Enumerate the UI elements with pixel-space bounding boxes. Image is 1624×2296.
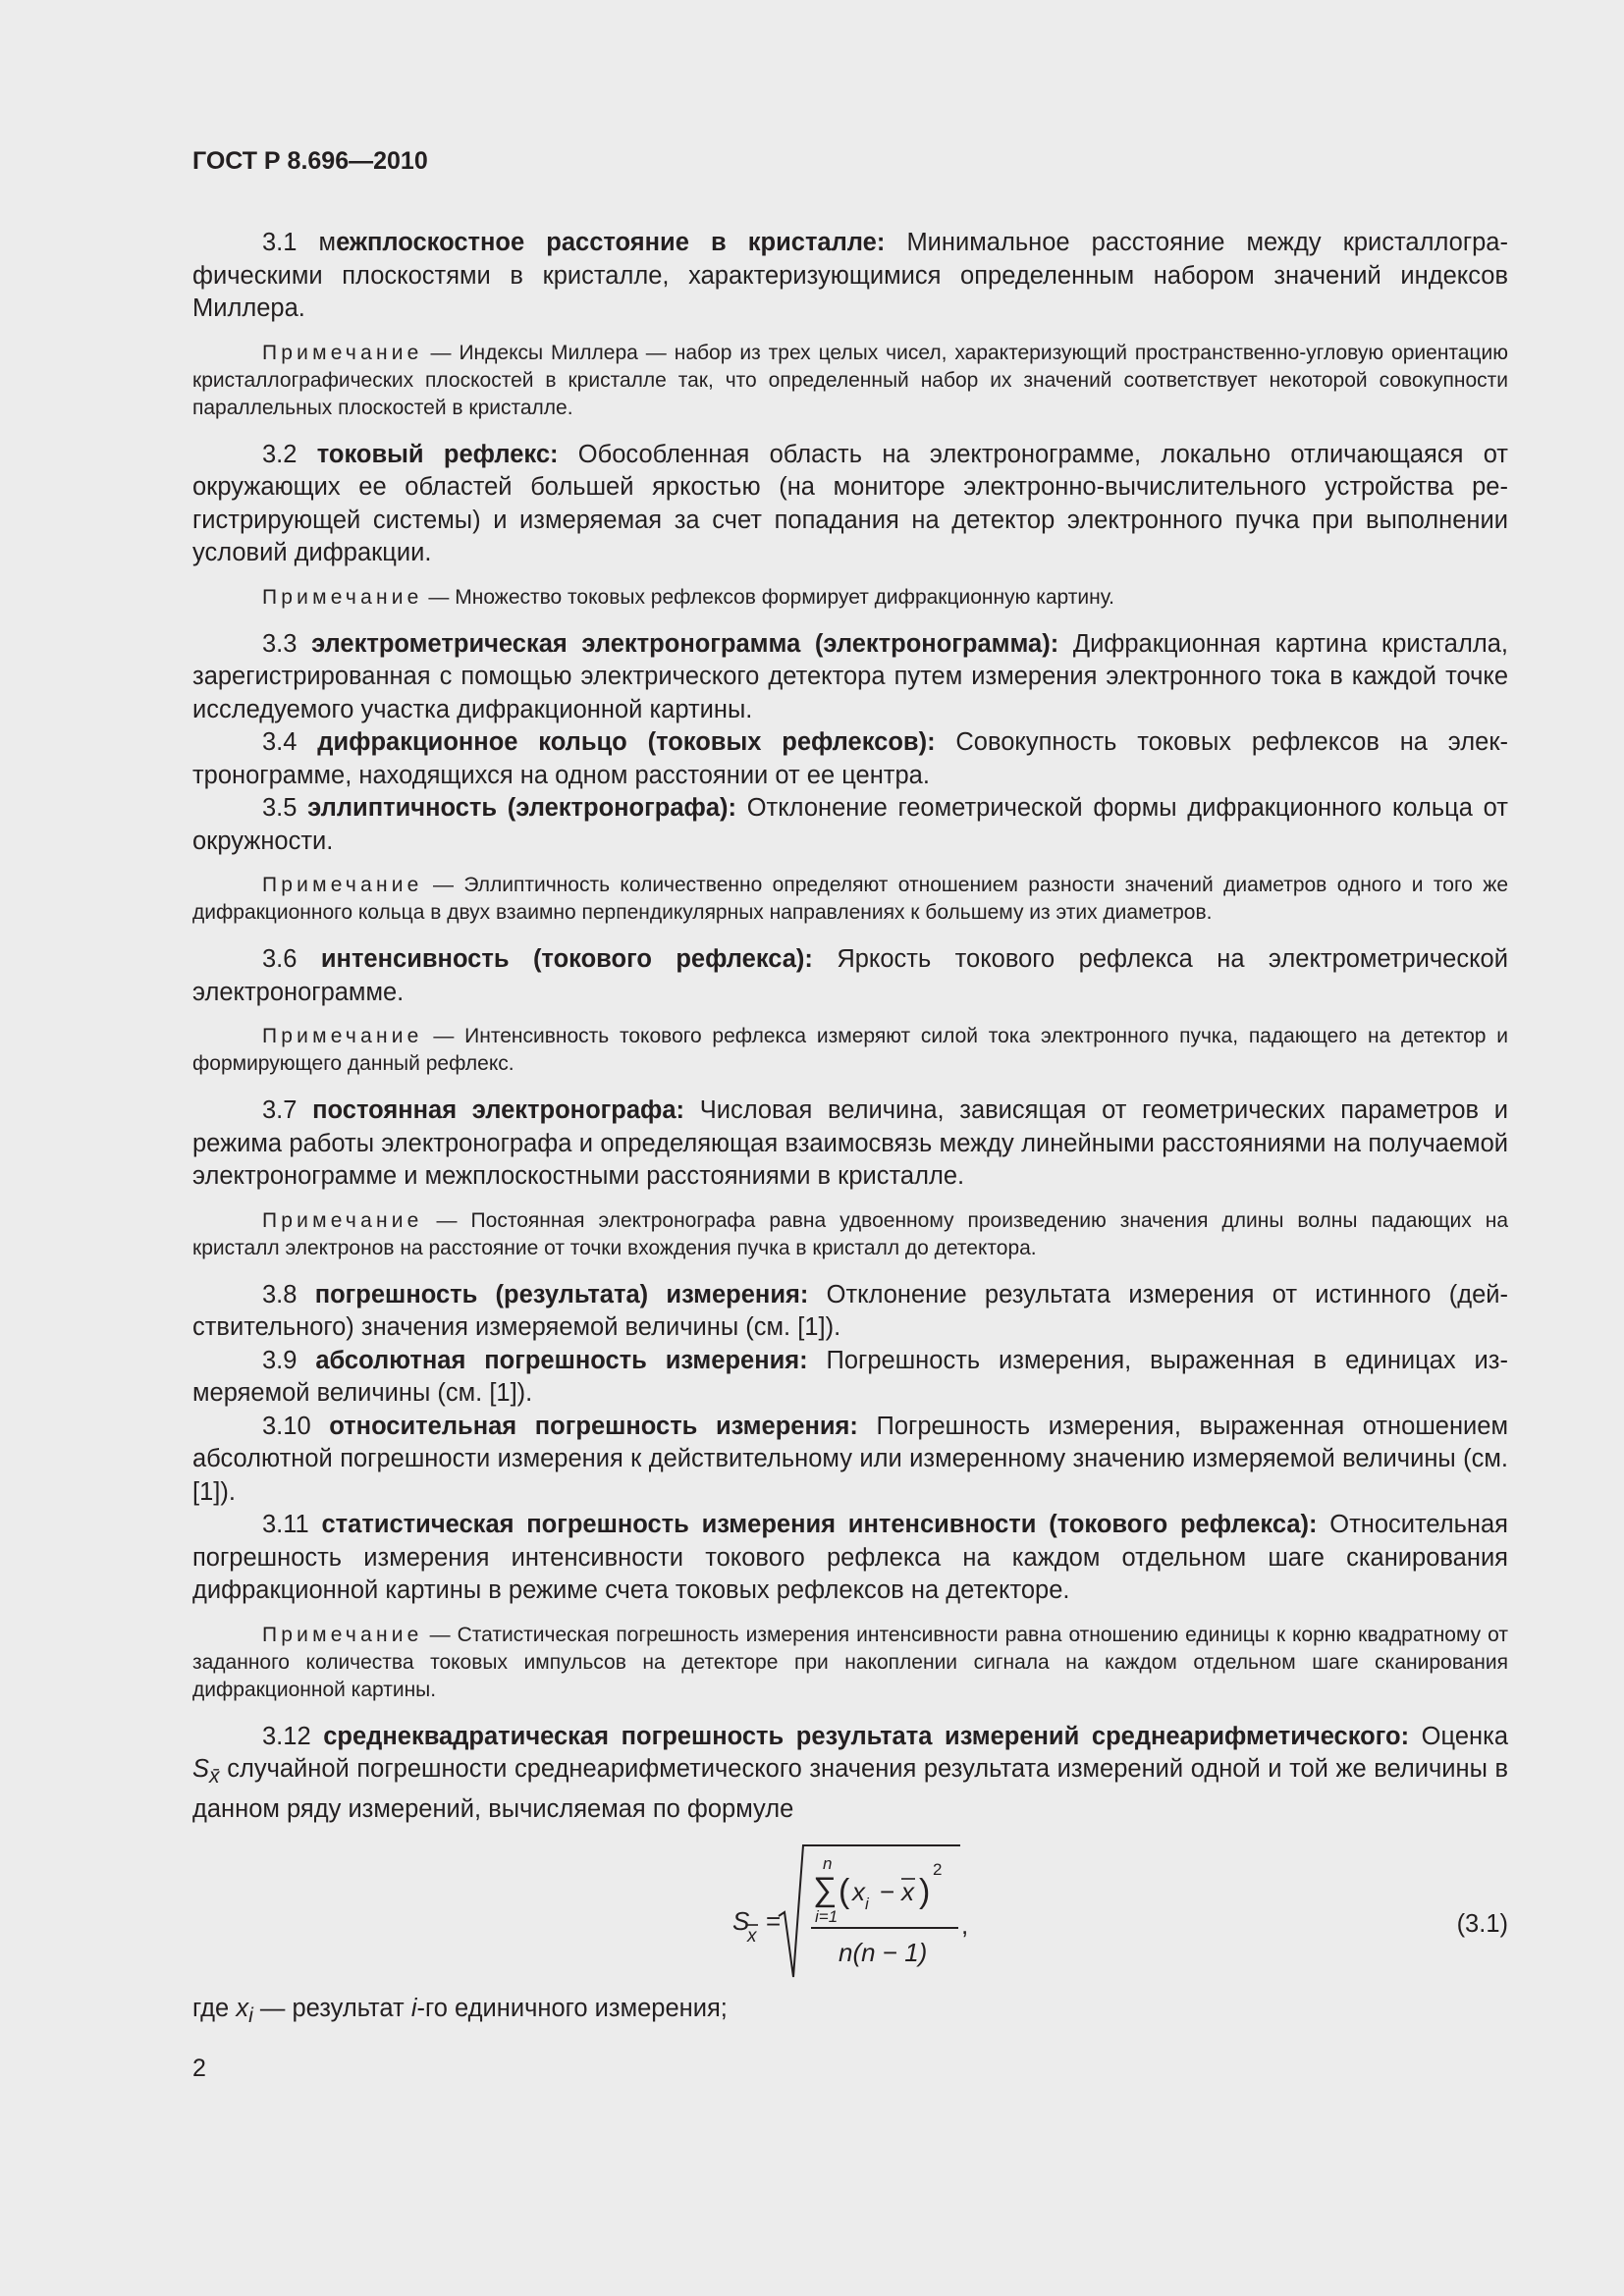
where-text: -го единичного измерения; (416, 1995, 728, 2023)
note-3-1 (192, 340, 1508, 422)
term-title: электрометрическая электронограмма (электронограмма): (311, 629, 1059, 658)
note-3-11 (192, 1622, 1508, 1704)
term-title: интенсивность (токового рефлекса): (320, 945, 813, 973)
note-3-7 (192, 1207, 1508, 1262)
symbol-subscript: x̄ (209, 1764, 220, 1789)
formula-expression (732, 1840, 988, 1987)
formula-lhs: S (732, 1906, 750, 1937)
term-x: x (852, 1877, 865, 1907)
note-label: Примечание (262, 1025, 423, 1047)
term-3-6 (192, 943, 1508, 1009)
term-definition: Числовая величина, зависящая от геометрических параметров и режима работы электронографа и определяющая взаимосвязь между линейными расстояниями на получаемой электронограмме и межплоскостными расстояниями в кристалле. (192, 1096, 1508, 1190)
term-title: погрешность (результата) измерения: (314, 1280, 809, 1308)
term-title: постоянная электронографа: (312, 1096, 685, 1124)
formula-denominator: n(n − 1) (839, 1938, 928, 1968)
note-3-6 (192, 1023, 1508, 1078)
term-3-8 (192, 1279, 1508, 1345)
formula-lhs-subscript: x (747, 1926, 757, 1948)
term-definition-end: случайной погрешности среднеарифметического значения результата измерений одной и той же величины в данном ряду измерений, вычисляемая по формуле (192, 1755, 1508, 1823)
term-number: 3.1 м (262, 229, 337, 256)
term-3-11 (192, 1509, 1508, 1608)
note-text: — Постоянная электронографа равна удвоенному произведению значения длины волны падающих на кристалл электронов на расстояние от точки вхождения пучка в кристалл до детектора. (192, 1208, 1508, 1259)
formula-comma: , (961, 1910, 969, 1941)
term-title: дифракционное кольцо (токовых рефлексов): (317, 728, 936, 756)
term-definition: Дифракционная картина кристалла, зарегистрированная с помощью электрического детектора путем измерения электронного тока в каждой точке исследуемого участка дифракционной картины. (192, 629, 1508, 723)
term-3-12 (192, 1721, 1508, 1827)
where-symbol-x: x (236, 1995, 249, 2023)
term-i: i (865, 1895, 869, 1914)
note-text: — Эллиптичность количественно определяют отношением разности значений диаметров одного и того же дифракционного кольца в двух взаимно перпендикулярных направлениях к большему из этих диаметров. (192, 874, 1508, 924)
note-3-5 (192, 872, 1508, 927)
symbol-s: S (192, 1755, 210, 1783)
where-text: где (192, 1995, 237, 2023)
term-title: относительная погрешность измерения: (329, 1412, 858, 1440)
term-3-10 (192, 1411, 1508, 1510)
term-title: статистическая погрешность измерения интенсивности (токового рефлекса): (321, 1511, 1318, 1538)
sum-lower-limit: i=1 (815, 1907, 839, 1927)
page-number: 2 (192, 2054, 206, 2082)
note-text: — Статистическая погрешность измерения интенсивности равна отношению единицы к корню квадратному от заданного количества токовых импульсов на детекторе при накоплении сигнала на каждом отдельном шаге сканирования дифракционной картины. (192, 1623, 1508, 1701)
term-number: 3.9 (262, 1346, 316, 1374)
term-title: ежплоскостное расстояние в кристалле: (336, 229, 886, 256)
term-number: 3.3 (262, 629, 312, 658)
where-text: — результат (252, 1995, 411, 2023)
term-3-7 (192, 1095, 1508, 1194)
term-definition: Яркость токового рефлекса на электрометрической электронограмме. (192, 945, 1508, 1006)
term-definition: Относительная погрешность измерения интенсивности токового рефлекса на каждом отдельном шаге сканирования дифракционной картины в режиме счета токовых рефлексов на детекторе. (192, 1511, 1508, 1604)
term-definition: Погрешность измерения, выраженная отношением абсолютной погрешности измерения к действительному или измеренному значению измеряемой величины (см. [1]). (192, 1412, 1508, 1506)
note-text: — Множество токовых рефлексов формирует дифракционную картину. (422, 585, 1114, 609)
term-title: среднеквадратическая погрешность результата измерений среднеарифметического: (323, 1722, 1410, 1750)
term-definition-start: Оценка (1409, 1722, 1508, 1750)
note-3-2 (192, 584, 1508, 612)
note-label: Примечание (262, 585, 423, 609)
term-title: эллиптичность (электронографа): (307, 794, 736, 822)
term-definition: Обособленная область на электронограмме, локально отличающаяся от окружающих ее областей большей яркостью (на мониторе электронно-вычислительного устройства регистрирующей системы) и измеряемая за счет попадания на детектор электронного пучка при выполнении условий дифракции. (192, 440, 1508, 566)
term-number: 3.2 (262, 440, 317, 468)
term-number: 3.12 (262, 1722, 324, 1750)
term-3-3 (192, 628, 1508, 727)
term-number: 3.10 (262, 1412, 330, 1440)
term-title: токовый рефлекс: (316, 440, 559, 468)
note-text: — Интенсивность токового рефлекса измеряют силой тока электронного пучка, падающего на детектор и формирующего данный рефлекс. (192, 1025, 1508, 1075)
formula-explanation (192, 1993, 1508, 2033)
term-definition: Отклонение результата измерения от истинного (действительного) значения измеряемой величины (см. [1]). (192, 1280, 1508, 1341)
note-label: Примечание (262, 874, 423, 896)
term-3-9 (192, 1345, 1508, 1411)
formula-3-1 (192, 1840, 1508, 1987)
where-subscript: i (248, 2003, 253, 2028)
term-number: 3.6 (262, 945, 321, 973)
paren-open: ( (839, 1873, 850, 1911)
paren-close: ) (919, 1873, 931, 1911)
formula-equals: = (766, 1906, 782, 1937)
term-definition: Отклонение геометрической формы дифракционного кольца от окружности. (192, 794, 1508, 855)
formula-minus: − (880, 1877, 895, 1907)
note-label: Примечание (262, 1208, 423, 1232)
formula-power: 2 (933, 1860, 943, 1880)
term-definition: Погрешность измерения, выраженная в единицах измеряемой величины (см. [1]). (192, 1346, 1508, 1407)
note-text: — Индексы Миллера — набор из трех целых чисел, характеризующий пространственно-угловую ориентацию кристаллографических плоскостей в кристалле так, что определенный набор их значений соответствует некоторой совокупности параллельных плоскостей в кристалле. (192, 341, 1508, 419)
term-3-5 (192, 792, 1508, 858)
term-definition: Совокупность токовых рефлексов на электронограмме, находящихся на одном расстоянии от ее центра. (192, 728, 1508, 789)
term-number: 3.4 (262, 728, 318, 756)
note-label: Примечание (262, 341, 423, 364)
term-xbar: x (901, 1877, 914, 1907)
document-page (192, 147, 1508, 2083)
document-header: ГОСТ Р 8.696—2010 (192, 147, 428, 175)
term-number: 3.5 (262, 794, 308, 822)
term-3-4 (192, 726, 1508, 792)
note-label: Примечание (262, 1623, 423, 1646)
term-3-1 (192, 227, 1508, 326)
where-symbol-i: i (410, 1995, 417, 2023)
term-number: 3.8 (262, 1280, 315, 1308)
term-definition: Минимальное расстояние между кристаллографическими плоскостями в кристалле, характеризующимися определенным набором значений индексов Миллера. (192, 229, 1508, 322)
term-number: 3.11 (262, 1511, 322, 1538)
term-title: абсолютная погрешность измерения: (315, 1346, 808, 1374)
sum-sign: ∑ (813, 1871, 838, 1909)
term-3-2 (192, 439, 1508, 570)
term-number: 3.7 (262, 1096, 313, 1124)
sum-upper-limit: n (823, 1854, 833, 1874)
formula-number: (3.1) (1456, 1910, 1508, 1939)
